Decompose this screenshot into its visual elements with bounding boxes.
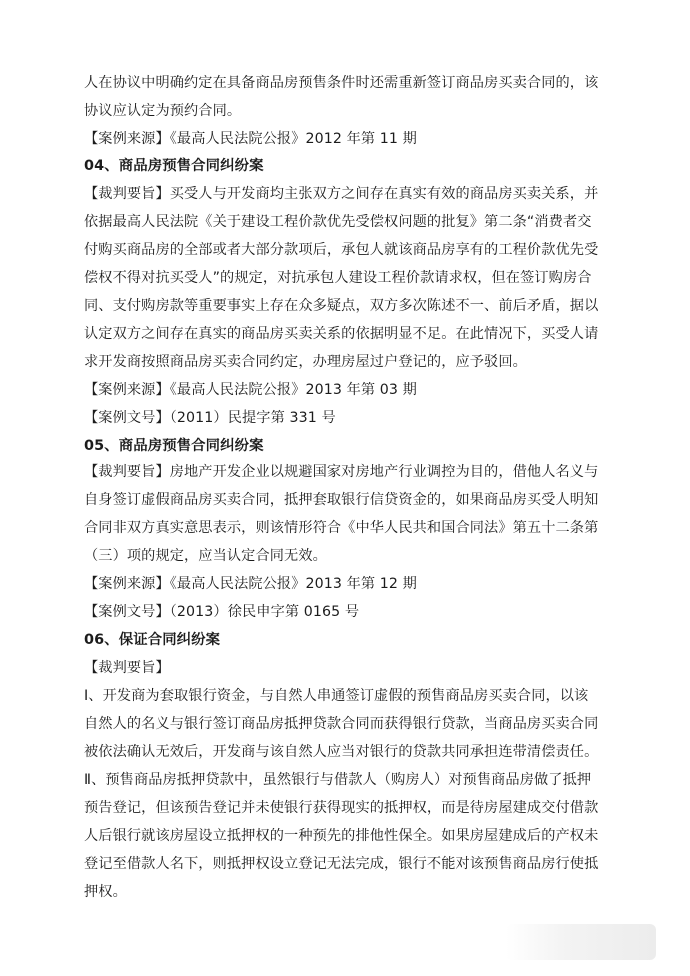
text-line: 自然人的名义与银行签订商品房抵押贷款合同而获得银行贷款，当商品房买卖合同	[84, 716, 599, 732]
section-heading-05: 05、商品房预售合同纠纷案	[84, 438, 264, 454]
text-line: 协议应认定为预约合同。	[84, 103, 242, 119]
text-line: 依据最高人民法院《关于建设工程价款优先受偿权问题的批复》第二条“消费者交	[84, 214, 592, 230]
watermark-blur	[506, 924, 656, 960]
text-line: 【裁判要旨】	[84, 660, 170, 676]
section-heading-04: 04、商品房预售合同纠纷案	[84, 158, 264, 174]
text-line: （三）项的规定，应当认定合同无效。	[84, 548, 327, 564]
case-number-line: 【案例文号】（2013）徐民申字第 0165 号	[84, 604, 360, 620]
case-source-line: 【案例来源】《最高人民法院公报》2013 年第 03 期	[84, 382, 417, 398]
text-line: Ⅰ、开发商为套取银行资金，与自然人串通签订虚假的预售商品房买卖合同，以该	[84, 688, 589, 704]
text-line: 人在协议中明确约定在具备商品房预售条件时还需重新签订商品房买卖合同的，该	[84, 75, 599, 91]
text-line: 求开发商按照商品房买卖合同约定，办理房屋过户登记的，应予驳回。	[84, 354, 527, 370]
text-line: 付购买商品房的全部或者大部分款项后，承包人就该商品房享有的工程价款优先受	[84, 242, 599, 258]
text-line: 被依法确认无效后，开发商与该自然人应当对银行的贷款共同承担连带清偿责任。	[84, 744, 599, 760]
text-line: 人后银行就该房屋设立抵押权的一种预先的排他性保全。如果房屋建成后的产权未	[84, 828, 599, 844]
text-line: 自身签订虚假商品房买卖合同，抵押套取银行信贷资金的，如果商品房买受人明知	[84, 492, 599, 508]
text-line: Ⅱ、预售商品房抵押贷款中，虽然银行与借款人（购房人）对预售商品房做了抵押	[84, 772, 592, 788]
text-line: 预告登记，但该预告登记并未使银行获得现实的抵押权，而是待房屋建成交付借款	[84, 800, 599, 816]
text-line: 【裁判要旨】房地产开发企业以规避国家对房地产行业调控为目的，借他人名义与	[84, 464, 599, 480]
text-line: 认定双方之间存在真实的商品房买卖关系的依据明显不足。在此情况下，买受人请	[84, 326, 599, 342]
text-line: 【裁判要旨】买受人与开发商均主张双方之间存在真实有效的商品房买卖关系，并	[84, 186, 599, 202]
text-line: 登记至借款人名下，则抵押权设立登记无法完成，银行不能对该预售商品房行使抵	[84, 856, 599, 872]
text-line: 合同非双方真实意思表示，则该情形符合《中华人民共和国合同法》第五十二条第	[84, 520, 599, 536]
text-line: 同、支付购房款等重要事实上存在众多疑点，双方多次陈述不一、前后矛盾，据以	[84, 298, 599, 314]
case-source-line: 【案例来源】《最高人民法院公报》2013 年第 12 期	[84, 576, 417, 592]
text-line: 押权。	[84, 884, 127, 900]
case-source-line: 【案例来源】《最高人民法院公报》2012 年第 11 期	[84, 131, 417, 147]
section-heading-06: 06、保证合同纠纷案	[84, 632, 221, 648]
case-number-line: 【案例文号】（2011）民提字第 331 号	[84, 410, 336, 426]
text-line: 偿权不得对抗买受人”的规定，对抗承包人建设工程价款请求权，但在签订购房合	[84, 270, 592, 286]
